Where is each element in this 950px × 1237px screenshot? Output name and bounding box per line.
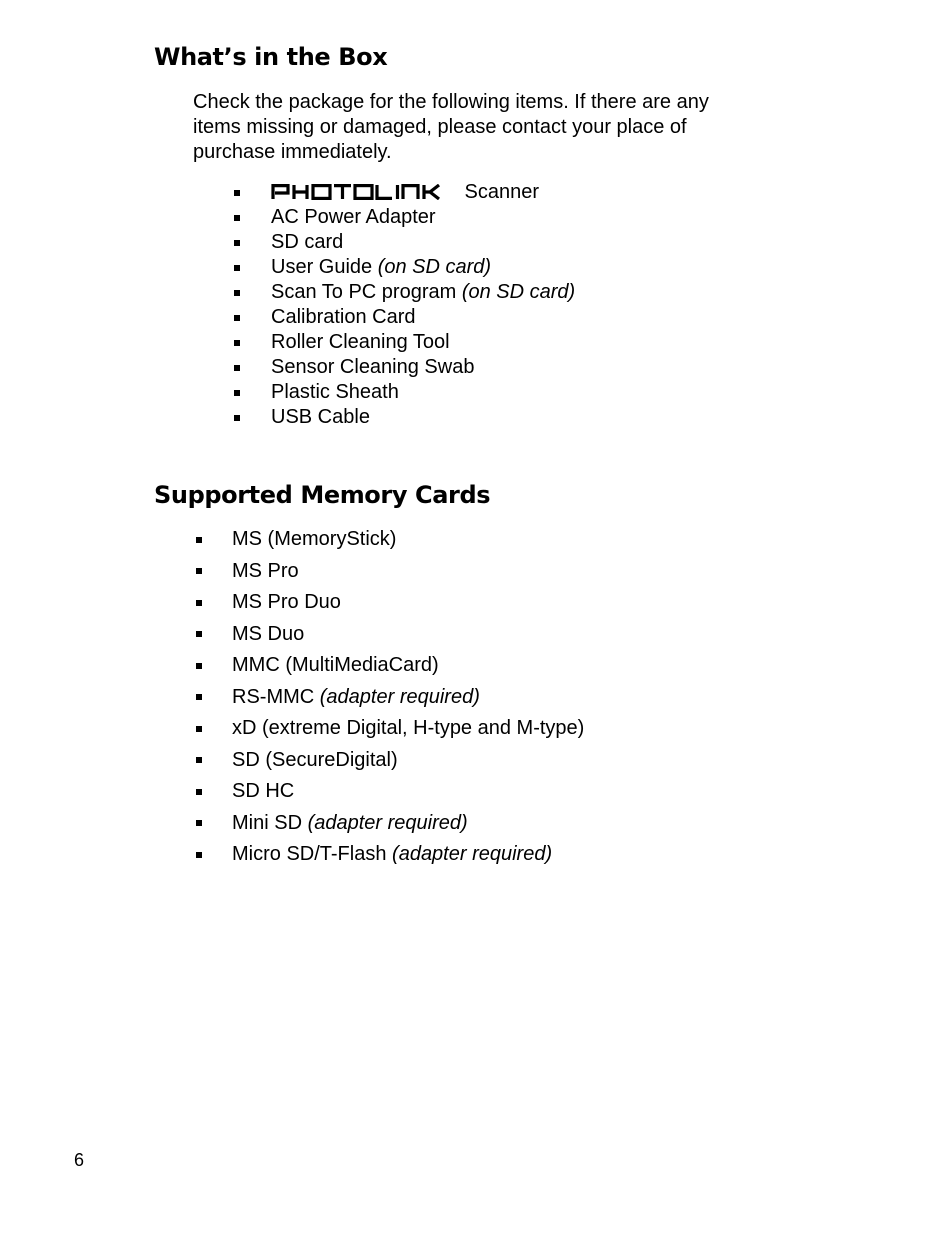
bullet-icon [196,568,202,574]
supported-cards-list [232,524,584,871]
list-item-text: Scanner [459,181,540,203]
bullet-icon [196,600,202,606]
list-item-text: Micro SD/T-Flash [232,843,393,865]
bullet-icon [234,240,240,246]
list-item [232,650,584,682]
intro-line: items missing or damaged, please contact your place of [193,116,687,138]
list-item-note: (on SD card) [461,281,576,303]
bullet-icon [196,537,202,543]
list-item-text: Calibration Card [271,306,416,328]
list-item [271,355,575,380]
list-item [271,405,575,430]
page-number: 6 [74,1150,85,1170]
list-item-text: Sensor Cleaning Swab [271,356,475,378]
bullet-icon [234,315,240,321]
intro-line: Check the package for the following items. If there are any [193,91,709,113]
list-item-note: (adapter required) [307,811,468,834]
list-item [232,839,584,871]
bullet-icon [196,820,202,826]
bullet-icon [234,265,240,271]
list-item-text: SD (SecureDigital) [232,748,398,771]
list-item-text: Roller Cleaning Tool [271,331,450,353]
photolink-logo [271,184,455,200]
list-item [232,587,584,619]
list-item-text: Scan To PC program [271,281,462,303]
list-item [271,255,575,280]
bullet-icon [234,215,240,221]
list-item [271,205,575,230]
whats-in-box-intro [193,90,773,165]
list-item [271,380,575,405]
list-item [271,230,575,255]
whats-in-box-heading: What’s in the Box [154,43,388,71]
list-item-text: RS-MMC [232,685,320,708]
bullet-icon [234,415,240,421]
intro-line: purchase immediately. [193,141,392,163]
list-item [232,556,584,588]
bullet-icon [196,757,202,763]
bullet-icon [196,663,202,669]
bullet-icon [234,390,240,396]
list-item-note: (adapter required) [392,843,553,865]
list-item-text: SD HC [232,780,295,802]
list-item [271,330,575,355]
list-item-text: MS Pro [232,559,299,582]
list-item [271,180,575,205]
list-item [271,305,575,330]
list-item [232,808,584,840]
list-item [232,682,584,714]
list-item [232,524,584,556]
list-item-text: User Guide [271,256,378,278]
list-item [232,745,584,777]
list-item-text: Mini SD [232,811,308,834]
list-item [271,280,575,305]
bullet-icon [234,365,240,371]
list-item [232,619,584,651]
list-item-text: SD card [271,231,344,253]
list-item-text: MS Duo [232,622,305,645]
list-item-text: MS (MemoryStick) [232,528,397,550]
bullet-icon [234,290,240,296]
list-item-text: AC Power Adapter [271,206,436,228]
photolink-logo-icon [271,184,455,200]
bullet-icon [196,852,202,858]
box-contents-list [271,180,575,430]
bullet-icon [234,340,240,346]
list-item-text: Plastic Sheath [271,381,399,403]
list-item-text: xD (extreme Digital, H-type and M-type) [232,717,585,739]
supported-cards-heading: Supported Memory Cards [154,481,491,509]
bullet-icon [196,631,202,637]
list-item [232,713,584,745]
list-item-text: MMC (MultiMediaCard) [232,654,439,676]
bullet-icon [234,190,240,196]
bullet-icon [196,726,202,732]
bullet-icon [196,694,202,700]
list-item-note: (on SD card) [377,256,492,278]
list-item-text: MS Pro Duo [232,591,341,613]
bullet-icon [196,789,202,795]
list-item [232,776,584,808]
list-item-text: USB Cable [271,406,370,428]
list-item-note: (adapter required) [319,685,480,708]
